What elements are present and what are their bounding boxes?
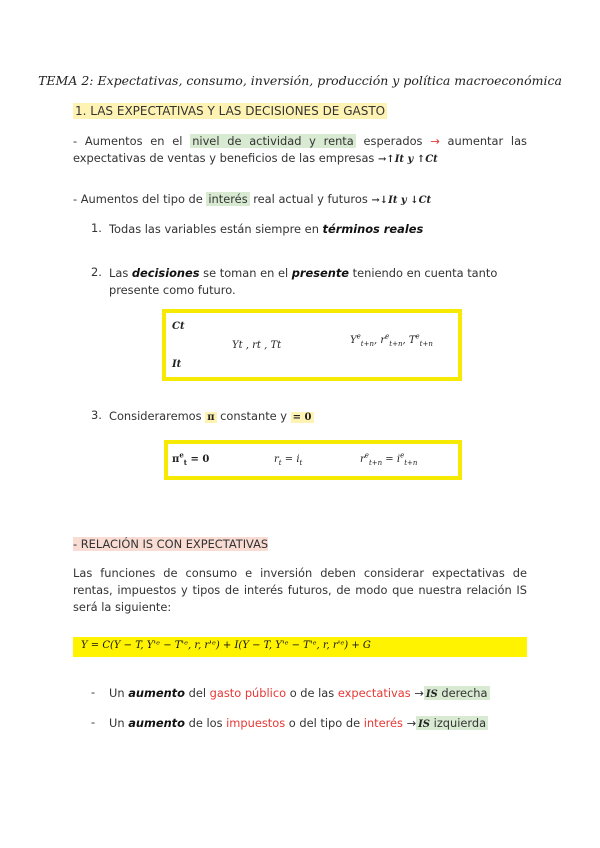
sub: t <box>183 458 188 467</box>
section-heading-is <box>73 536 268 553</box>
section-heading-expectativas <box>73 104 387 118</box>
paragraph-is: Las funciones de consumo e inversión deben considerar expectativas de rentas, impuestos y tipos de interés futuros, de modo que nuestra relación IS será la siguiente: <box>73 566 527 614</box>
pi: π <box>172 454 180 465</box>
red-text: gasto público <box>209 686 287 700</box>
text: o de las <box>286 686 338 700</box>
direction: derecha <box>437 686 488 700</box>
paragraph-actividad <box>73 133 527 168</box>
comma: , <box>373 335 378 346</box>
text: - Aumentos en el <box>73 134 191 148</box>
bullet-dash: - <box>91 685 96 699</box>
section-heading-text: 1. LAS EXPECTATIVAS Y LAS DECISIONES DE GASTO <box>75 104 386 118</box>
math-inline: →↓It y ↓Ct <box>371 195 432 206</box>
var-r: r <box>380 335 386 346</box>
text: esperados <box>355 134 431 148</box>
arrow-icon: → <box>430 134 440 148</box>
text: se toman en el <box>199 266 292 280</box>
red-text: impuestos <box>226 716 286 730</box>
red-text: interés <box>363 716 403 730</box>
is-equation-bar <box>73 637 527 657</box>
sub: t+n <box>404 459 418 467</box>
r-future-equals-i <box>360 451 418 467</box>
arrow-icon: → <box>402 716 417 730</box>
bullet-dash: - <box>91 715 96 729</box>
bullet-impuestos <box>109 715 488 733</box>
list-number: 2. <box>91 265 102 279</box>
text: Un <box>109 716 129 730</box>
eq: = 0 <box>187 454 210 465</box>
text: aumentar las expectativas de ventas y beneficios de las empresas <box>73 134 527 165</box>
list-number: 1. <box>91 221 102 235</box>
arrow-icon: → <box>410 686 424 700</box>
bold-text: presente <box>291 266 350 280</box>
variables-box <box>162 309 462 381</box>
bold-text: aumento <box>128 686 185 700</box>
sup: e <box>385 332 390 341</box>
text: de los <box>184 716 227 730</box>
equals-zero: = 0 <box>292 412 312 423</box>
sub: t <box>278 459 282 467</box>
list-item-1 <box>109 221 423 238</box>
it-label: It <box>172 359 182 370</box>
text: real actual y futuros <box>249 192 372 206</box>
comma: , <box>402 335 406 346</box>
pi-symbol: π <box>207 412 215 423</box>
sub: t+n <box>389 340 403 348</box>
bullet-gasto <box>109 685 490 703</box>
is-label: IS <box>418 719 431 730</box>
is-label: IS <box>425 689 438 700</box>
is-equation: Y = C(Y − T, Y'ᵉ − T'ᵉ, r, r'ᵉ) + I(Y − T, Y'ᵉ − T'ᵉ, r, r'ᵉ) + G <box>81 640 371 651</box>
list-item-2 <box>109 265 527 282</box>
var-t: T <box>408 335 416 346</box>
sub: t <box>299 459 303 467</box>
list-number: 3. <box>91 408 102 422</box>
r-equals-i <box>274 454 302 465</box>
sub: t+n <box>419 340 433 348</box>
current-variables: Yt , rt , Tt <box>232 340 282 351</box>
eq: = i <box>382 454 401 465</box>
bold-text: decisiones <box>131 266 200 280</box>
text: Consideraremos <box>109 409 206 423</box>
sup: e <box>356 332 361 341</box>
var-y: Y <box>350 335 357 346</box>
sub: t+n <box>368 459 383 467</box>
page-title: TEMA 2: Expectativas, consumo, inversión, producción y política macroeconómica <box>38 73 562 88</box>
ct-label: Ct <box>172 321 185 332</box>
future-variables <box>350 332 433 348</box>
text: constante y <box>216 409 291 423</box>
highlight-actividad: nivel de actividad y renta <box>192 134 354 148</box>
text: del <box>184 686 210 700</box>
r: r <box>274 454 279 465</box>
text: o del tipo de <box>285 716 364 730</box>
paragraph-interes <box>73 191 527 209</box>
text: Las <box>109 266 132 280</box>
text: Un <box>109 686 129 700</box>
pi-expected-zero <box>172 450 210 467</box>
sub: t+n <box>360 340 374 348</box>
section-heading-text: - RELACIÓN IS CON EXPECTATIVAS <box>73 537 269 551</box>
list-item-2-line2: presente como futuro. <box>109 283 236 297</box>
text: teniendo en cuenta tanto <box>349 266 498 280</box>
assumptions-box <box>164 440 462 480</box>
bold-text: términos reales <box>322 222 424 236</box>
text: Todas las variables están siempre en <box>109 222 323 236</box>
bold-text: aumento <box>128 716 185 730</box>
highlight-interes: interés <box>208 192 248 206</box>
sup: e <box>400 451 405 460</box>
list-item-3 <box>109 408 314 426</box>
sup: e <box>364 451 369 460</box>
red-text: expectativas <box>337 686 411 700</box>
direction: izquierda <box>430 716 487 730</box>
sup: e <box>415 332 420 341</box>
eq: = i <box>281 454 300 465</box>
text: - Aumentos del tipo de <box>73 192 207 206</box>
sup: e <box>179 450 184 460</box>
r: r <box>360 454 365 465</box>
math-inline: →↑It y ↑Ct <box>378 154 438 165</box>
